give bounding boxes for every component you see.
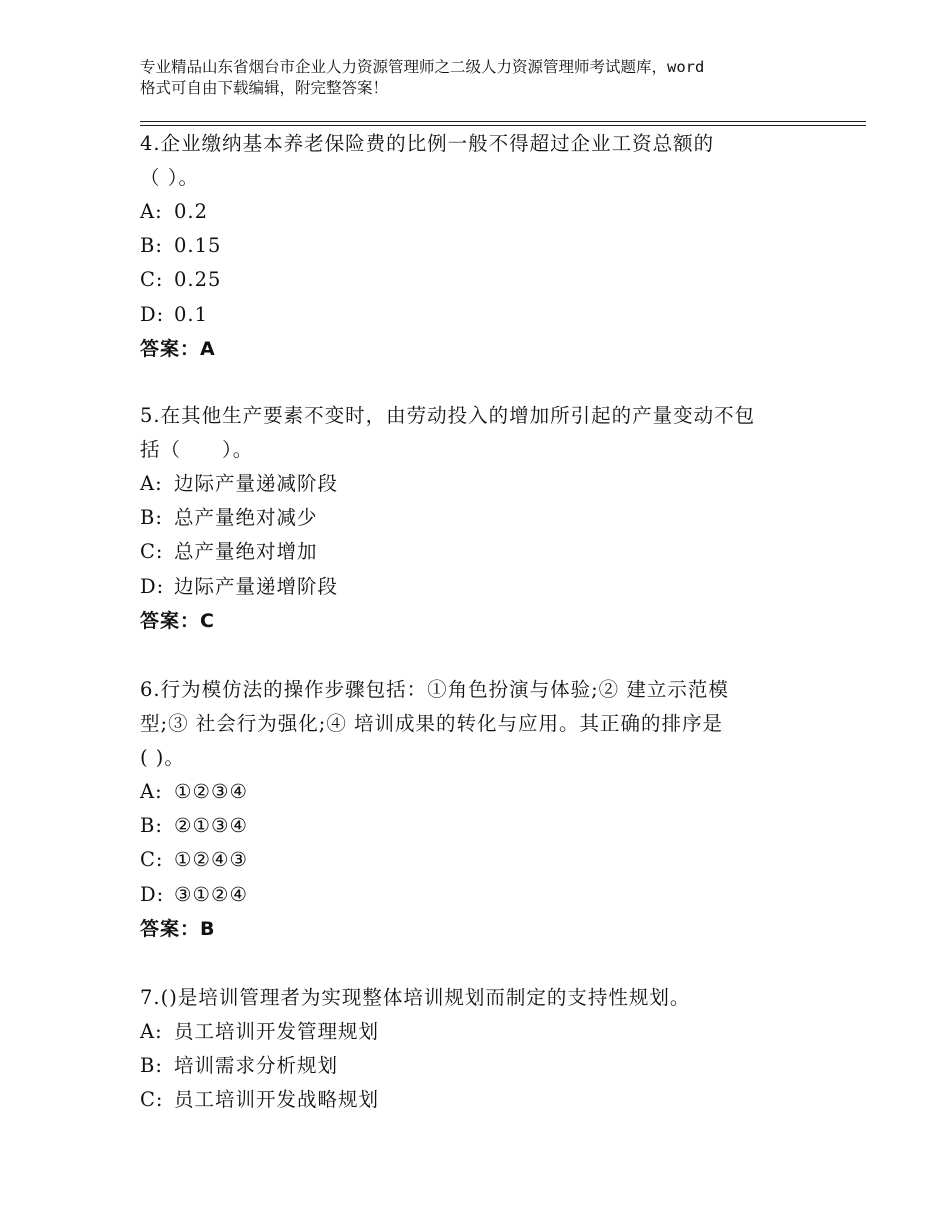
option-b [140,1049,800,1083]
answer: 答案：A [140,337,216,360]
option-text: 0.15 [174,234,222,258]
stem-line: 4.企业缴纳基本养老保险费的比例一般不得超过企业工资总额的 [140,132,715,155]
option-a [140,195,800,229]
stem-line: 5.在其他生产要素不变时，由劳动投入的增加所引起的产量变动不包 [140,404,756,427]
stem-line: 括（ ）。 [140,438,254,461]
option-letter: C: [140,540,164,564]
option-text: ①②③④ [174,780,248,803]
question-stem [140,399,800,467]
header-divider-bottom [140,125,866,126]
question-6 [140,673,800,946]
option-text: 员工培训开发管理规划 [174,1020,380,1043]
option-text: 培训需求分析规划 [174,1054,339,1078]
question-stem [140,127,800,195]
header-line-2: 格式可自由下载编辑，附完整答案！ [140,79,389,97]
question-5 [140,399,800,638]
option-c [140,535,800,569]
option-letter: A: [140,472,163,495]
option-letter: B: [140,506,163,530]
answer: 答案：C [140,609,215,632]
option-text: 总产量绝对增加 [174,540,318,564]
option-text: 总产量绝对减少 [174,506,318,530]
option-a [140,467,800,501]
question-stem [140,981,800,1015]
option-b [140,229,800,263]
question-7 [140,981,800,1118]
option-text: 边际产量递减阶段 [174,472,339,495]
option-a [140,1015,800,1049]
option-text: ①②④③ [174,848,248,872]
stem-line: 7.()是培训管理者为实现整体培训规划而制定的支持性规划。 [140,986,691,1009]
option-letter: D: [140,302,165,326]
option-letter: C: [140,848,164,872]
option-c [140,263,800,297]
option-letter: B: [140,1054,163,1078]
question-stem [140,673,800,775]
stem-line: ( )。 [140,746,185,769]
option-letter: D: [140,574,165,598]
option-letter: B: [140,234,163,258]
option-text: 员工培训开发战略规划 [174,1088,380,1112]
question-4 [140,127,800,366]
option-text: 0.2 [174,200,209,223]
stem-line: 型;③ 社会行为强化;④ 培训成果的转化与应用。其正确的排序是 [140,712,724,735]
option-letter: C: [140,268,164,292]
option-letter: D: [140,882,165,906]
header-divider-top [140,121,866,122]
option-letter: A: [140,780,163,803]
option-letter: C: [140,1088,164,1112]
option-d [140,298,800,332]
option-letter: A: [140,1020,163,1043]
option-c [140,843,800,877]
option-d [140,570,800,604]
option-text: 边际产量递增阶段 [174,574,339,598]
option-letter: A: [140,200,163,223]
option-b [140,809,800,843]
answer: 答案：B [140,917,216,940]
option-d [140,878,800,912]
option-a [140,775,800,809]
option-text: 0.1 [174,302,209,326]
stem-line: （ ）。 [140,166,199,189]
option-text: ③①②④ [174,882,248,906]
stem-line: 6.行为模仿法的操作步骤包括：①角色扮演与体验;② 建立示范模 [140,678,729,701]
option-text: ②①③④ [174,814,248,838]
option-c [140,1083,800,1117]
option-letter: B: [140,814,163,838]
option-b [140,501,800,535]
document-header [140,57,840,99]
option-text: 0.25 [174,268,222,292]
header-line-1: 专业精品山东省烟台市企业人力资源管理师之二级人力资源管理师考试题库，word [140,58,705,76]
